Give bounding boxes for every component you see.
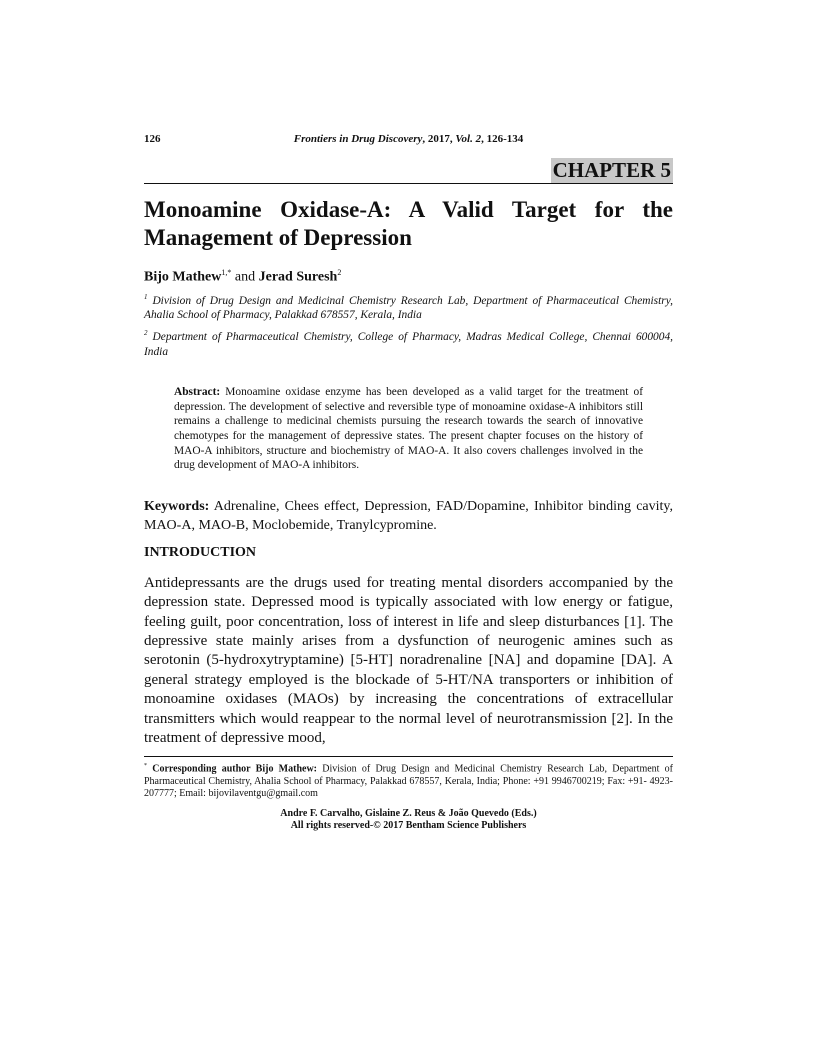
keywords-label: Keywords: bbox=[144, 498, 210, 514]
chapter-header bbox=[144, 158, 673, 184]
footnote-mark: * bbox=[144, 763, 147, 770]
affiliation-1-number: 1 bbox=[144, 292, 148, 301]
affiliation-2-text: Department of Pharmaceutical Chemistry, College of Pharmacy, Madras Medical College, Chennai 600004, India bbox=[144, 331, 673, 359]
author-2: Jerad Suresh bbox=[258, 269, 338, 285]
running-head bbox=[144, 133, 673, 149]
page-content bbox=[144, 133, 673, 832]
editors-line: Andre F. Carvalho, Gislaine Z. Reus & João Quevedo (Eds.) bbox=[280, 807, 537, 819]
affiliation-1 bbox=[144, 290, 673, 324]
introduction-paragraph: Antidepressants are the drugs used for treating mental disorders accompanied by the depression state. Depressed mood is typically associated with low energy or fatigue, feeling guilt, poor concentration, loss of interest in life and sleep disturbances [1]. The depressive state mainly arises from a dysfunction of neurogenic amines such as serotonin (5-hydroxytryptamine) [5-HT] noradrenaline [NA] and dopamine [DA]. A general strategy employed is the blockade of 5-HT/NA transporters or inhibition of monoamine oxidases (MAOs) by increasing the concentrations of extracellular transmitters which would reappear to the normal level of neurotransmission [2]. In the treatment of depressive mood, bbox=[144, 574, 673, 747]
page-number: 126 bbox=[144, 133, 161, 145]
footnote-text: Division of Drug Design and Medicinal Chemistry Research Lab, Department of Pharmaceutical Chemistry, Ahalia School of Pharmacy, Palakkad 678557, Kerala, India; Phone: +91 9946700219; Fax: +91- 4923- 207777; Email: bijovilaventgu@gmail.com bbox=[144, 763, 674, 799]
journal-pages: , 126-134 bbox=[481, 133, 524, 145]
footnote-label: Corresponding author Bijo Mathew: bbox=[152, 763, 317, 775]
rights-line: All rights reserved-© 2017 Bentham Science Publishers bbox=[290, 819, 527, 831]
journal-year: , 2017, bbox=[422, 133, 456, 145]
author-line bbox=[144, 264, 673, 287]
abstract-text: Monoamine oxidase enzyme has been developed as a valid target for the treatment of depression. The development of selective and reversible type of monoamine oxidase-A inhibitors still remains a challenge to medicinal chemists pursuing the research towards the search of innovative chemotypes for the management of depressive states. The present chapter focuses on the history of MAO-A inhibitors, structure and biochemistry of MAO-A. It also covers challenges involved in the drug development of MAO-A inhibitors. bbox=[174, 386, 643, 472]
chapter-label: CHAPTER 5 bbox=[552, 158, 671, 182]
author-conjunction: and bbox=[231, 269, 259, 285]
affiliation-1-text: Division of Drug Design and Medicinal Chemistry Research Lab, Department of Pharmaceutical Chemistry, Ahalia School of Pharmacy, Palakkad 678557, Kerala, India bbox=[144, 294, 673, 322]
abstract-label: Abstract: bbox=[174, 386, 221, 399]
keywords-text: Adrenaline, Chees effect, Depression, FAD/Dopamine, Inhibitor binding cavity, MAO-A, MAO-B, Moclobemide, Tranylcypromine. bbox=[144, 498, 673, 533]
journal-name: Frontiers in Drug Discovery bbox=[293, 133, 423, 145]
publisher-info bbox=[144, 808, 673, 832]
journal-volume: Vol. 2 bbox=[455, 133, 482, 145]
footnote-divider bbox=[144, 756, 673, 757]
journal-citation bbox=[144, 133, 673, 145]
affiliation-2-number: 2 bbox=[144, 329, 148, 338]
author-2-affiliation-mark: 2 bbox=[337, 268, 342, 277]
abstract bbox=[174, 385, 643, 473]
footnote bbox=[144, 760, 673, 799]
chapter-title: Monoamine Oxidase-A: A Valid Target for the Management of Depression bbox=[144, 197, 673, 250]
keywords bbox=[144, 497, 673, 535]
affiliation-2 bbox=[144, 326, 673, 360]
introduction-heading: INTRODUCTION bbox=[144, 544, 257, 560]
author-1: Bijo Mathew bbox=[144, 269, 222, 285]
author-1-affiliation-mark: 1,* bbox=[221, 268, 232, 277]
